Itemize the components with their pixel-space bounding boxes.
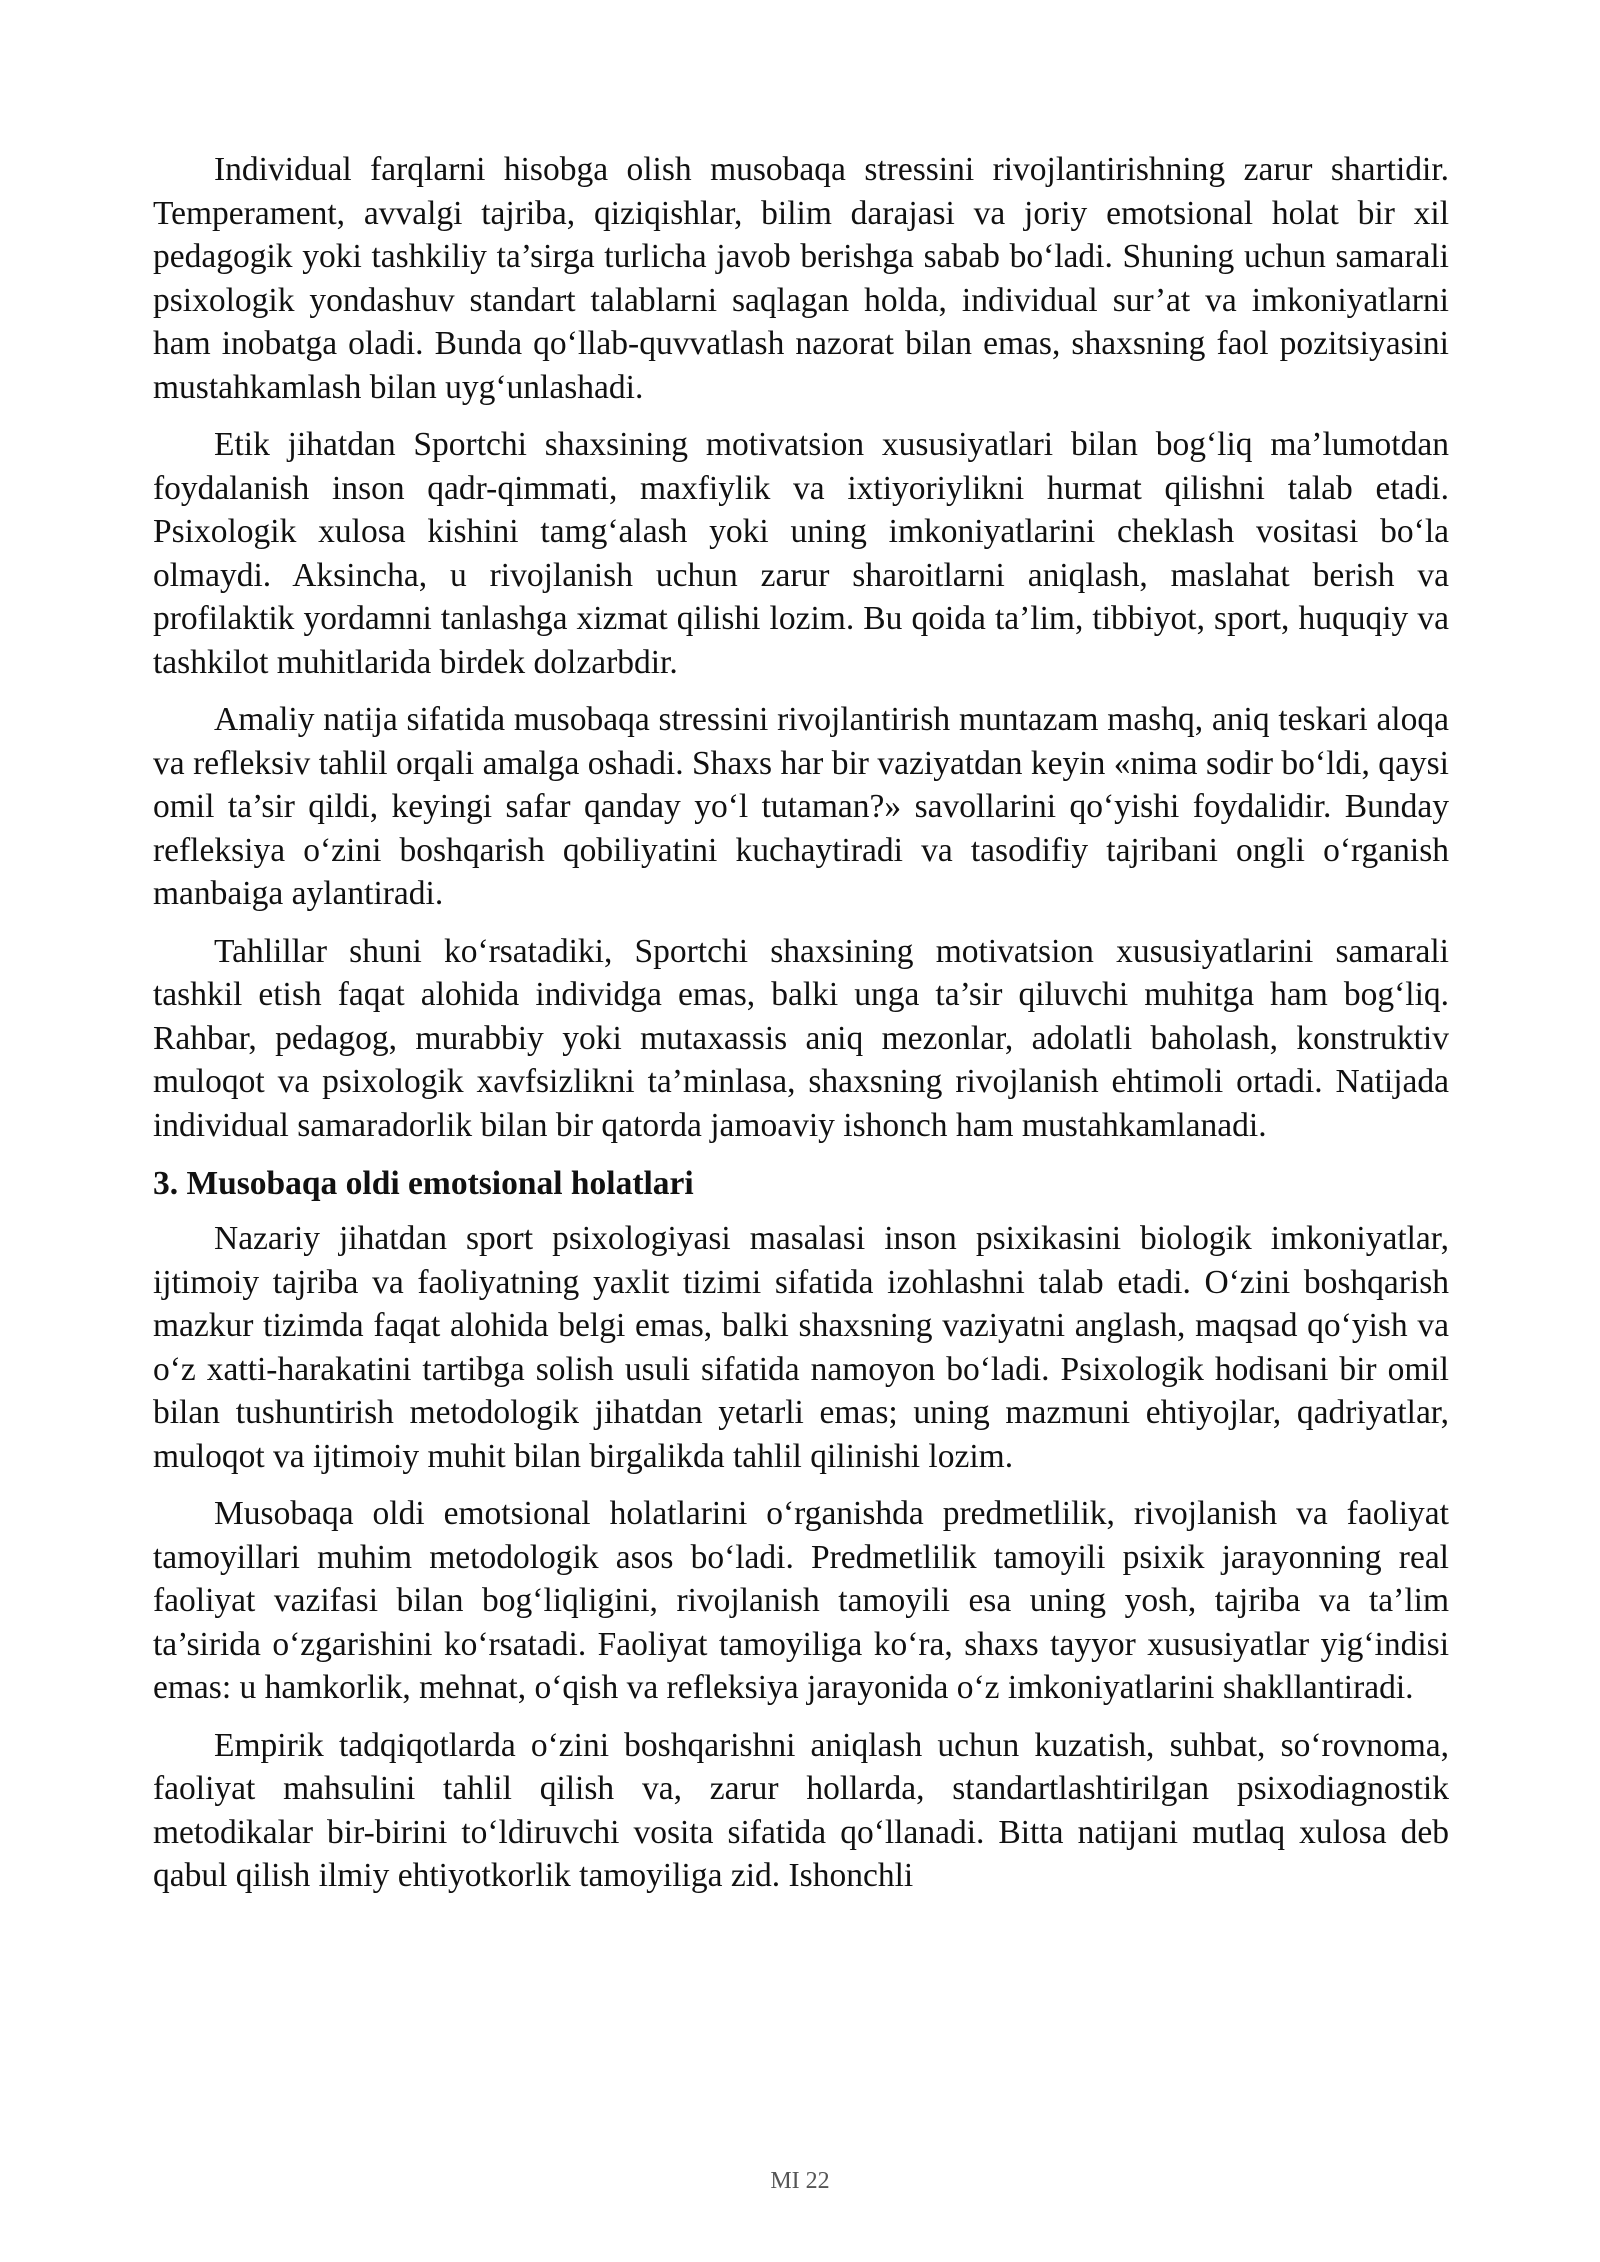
section-heading: 3. Musobaqa oldi emotsional holatlari (153, 1165, 694, 1202)
paragraph-ethics: Etik jihatdan Sportchi shaxsining motivatsion xususiyatlari bilan bog‘liq ma’lumotdan foydalanish inson qadr-qimmati, maxfiylik va ixtiyoriylikni hurmat qilishni talab etadi. Psixologik xulosa kishini tamg‘alash yoki uning imkoniyatlarini cheklash vositasi bo‘la olmaydi. Aksincha, u rivojlanish uchun zarur sharoitlarni aniqlash, maslahat berish va profilaktik yordamni tanlashga xizmat qilishi lozim. Bu qoida ta’lim, tibbiyot, sport, huquqiy va tashkilot muhitlarida birdek dolzarbdir. (153, 426, 1449, 681)
paragraph-theory: Nazariy jihatdan sport psixologiyasi masalasi inson psixikasini biologik imkoniyatlar, ijtimoiy tajriba va faoliyatning yaxlit tizimi sifatida izohlashni talab etadi. O‘zini boshqarish mazkur tizimda faqat alohida belgi emas, balki shaxsning vaziyatni anglash, maqsad qo‘yish va o‘z xatti-harakatini tartibga solish usuli sifatida namoyon bo‘ladi. Psixologik hodisani bir omil bilan tushuntirish metodologik jihatdan yetarli emas; uning mazmuni ehtiyojlar, qadriyatlar, muloqot va ijtimoiy muhit bilan birgalikda tahlil qilinishi lozim. (153, 1220, 1449, 1475)
paragraph-analysis: Tahlillar shuni ko‘rsatadiki, Sportchi shaxsining motivatsion xususiyatlarini samarali tashkil etish faqat alohida individga emas, balki unga ta’sir qiluvchi muhitga ham bog‘liq. Rahbar, pedagog, murabbiy yoki mutaxassis aniq mezonlar, adolatli baholash, konstruktiv muloqot va psixologik xavfsizlikni ta’minlasa, shaxsning rivojlanish ehtimoli ortadi. Natijada individual samaradorlik bilan bir qatorda jamoaviy ishonch ham mustahkamlanadi. (153, 932, 1449, 1144)
page-number: MI 22 (770, 2168, 830, 2194)
paragraph-individual-differences: Individual farqlarni hisobga olish musobaqa stressini rivojlantirishning zarur shartidir. Temperament, avvalgi tajriba, qiziqishlar, bilim darajasi va joriy emotsional holat bir xil pedagogik yoki tashkiliy ta’sirga turlicha javob berishga sabab bo‘ladi. Shuning uchun samarali psixologik yondashuv standart talablarni saqlagan holda, individual sur’at va imkoniyatlarni ham inobatga oladi. Bunda qo‘llab-quvvatlash nazorat bilan emas, shaxsning faol pozitsiyasini mustahkamlash bilan uyg‘unlashadi. (153, 151, 1449, 406)
paragraph-empirical: Empirik tadqiqotlarda o‘zini boshqarishni aniqlash uchun kuzatish, suhbat, so‘rovnoma, faoliyat mahsulini tahlil qilish va, zarur hollarda, standartlashtirilgan psixodiagnostik metodikalar bir-birini to‘ldiruvchi vosita sifatida qo‘llanadi. Bitta natijani mutlaq xulosa deb qabul qilish ilmiy ehtiyotkorlik tamoyiliga zid. Ishonchli (153, 1726, 1449, 1894)
paragraph-practical-result: Amaliy natija sifatida musobaqa stressini rivojlantirish muntazam mashq, aniq teskari aloqa va refleksiv tahlil orqali amalga oshadi. Shaxs har bir vaziyatdan keyin «nima sodir bo‘ldi, qaysi omil ta’sir qildi, keyingi safar qanday yo‘l tutaman?» savollarini qo‘yishi foydalidir. Bunday refleksiya o‘zini boshqarish qobiliyatini kuchaytiradi va tasodifiy tajribani ongli o‘rganish manbaiga aylantiradi. (153, 701, 1449, 912)
document-page (153, 148, 1449, 1912)
paragraph-methodology: Musobaqa oldi emotsional holatlarini o‘rganishda predmetlilik, rivojlanish va faoliyat tamoyillari muhim metodologik asos bo‘ladi. Predmetlilik tamoyili psixik jarayonning real faoliyat vazifasi bilan bog‘liqligini, rivojlanish tamoyili esa uning yosh, tajriba va ta’lim ta’sirida o‘zgarishini ko‘rsatadi. Faoliyat tamoyiliga ko‘ra, shaxs tayyor xususiyatlar yig‘indisi emas: u hamkorlik, mehnat, o‘qish va refleksiya jarayonida o‘z imkoniyatlarini shakllantiradi. (153, 1495, 1449, 1706)
